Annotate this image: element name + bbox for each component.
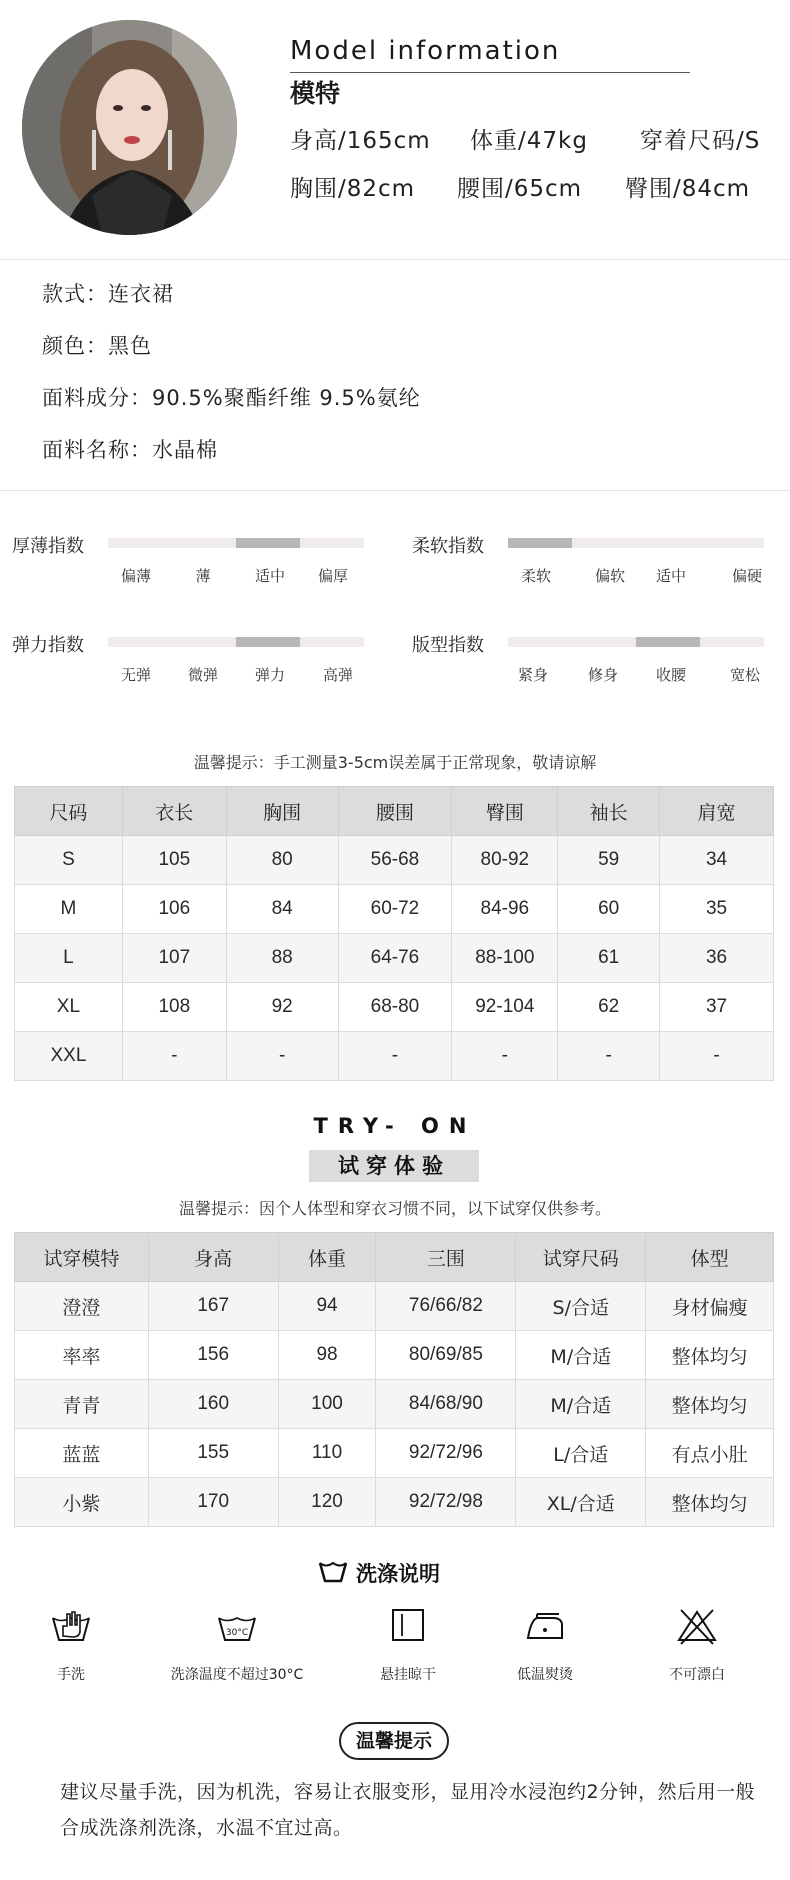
index-thickness-option: 偏薄 <box>120 567 151 585</box>
model-height: 身高/165cm <box>290 128 431 154</box>
tryon-cell: 率率 <box>15 1331 149 1380</box>
size-header-cell: 衣长 <box>122 787 226 836</box>
index-elasticity-option: 弹力 <box>254 666 285 684</box>
hand-wash-icon <box>0 1606 151 1646</box>
index-softness-option: 偏软 <box>594 567 625 585</box>
table-row <box>15 1429 774 1478</box>
tryon-header-cell: 体型 <box>646 1233 774 1282</box>
index-fit-fill <box>636 637 700 647</box>
index-thickness-track <box>108 538 364 548</box>
table-row <box>15 1282 774 1331</box>
table-row <box>15 1478 774 1527</box>
notice-title: 温馨提示 <box>339 1722 449 1760</box>
tryon-cell: 76/66/82 <box>376 1282 516 1331</box>
tryon-cell: 120 <box>278 1478 376 1527</box>
size-cell: 106 <box>122 885 226 934</box>
size-header-cell: 袖长 <box>558 787 660 836</box>
tryon-cell: 94 <box>278 1282 376 1331</box>
size-cell: 59 <box>558 836 660 885</box>
tryon-cell: 整体均匀 <box>646 1380 774 1429</box>
index-softness-option: 偏硬 <box>731 567 762 585</box>
wash-item-hand-wash <box>0 1606 151 1684</box>
divider <box>0 259 790 260</box>
tryon-header-cell: 试穿尺码 <box>516 1233 646 1282</box>
table-row <box>15 1380 774 1429</box>
size-cell: 60-72 <box>338 885 452 934</box>
size-cell: 80 <box>226 836 338 885</box>
divider <box>0 490 790 491</box>
table-row <box>15 1032 774 1081</box>
size-cell: 80-92 <box>452 836 558 885</box>
size-header-cell: 腰围 <box>338 787 452 836</box>
wash-item-no-bleach <box>617 1606 777 1684</box>
hang-dry-icon <box>328 1606 488 1646</box>
no-bleach-icon <box>617 1606 777 1646</box>
size-cell: 62 <box>558 983 660 1032</box>
tryon-cell: 整体均匀 <box>646 1331 774 1380</box>
tryon-cell: 青青 <box>15 1380 149 1429</box>
index-softness-label: 柔软指数 <box>412 536 484 557</box>
index-fit-label: 版型指数 <box>412 635 484 656</box>
size-header-cell: 胸围 <box>226 787 338 836</box>
size-cell: 61 <box>558 934 660 983</box>
size-cell: - <box>660 1032 774 1081</box>
size-header-cell: 肩宽 <box>660 787 774 836</box>
size-cell: - <box>122 1032 226 1081</box>
size-cell: XL <box>15 983 123 1032</box>
index-softness-option: 适中 <box>655 567 686 585</box>
wash-label: 洗涤温度不超过30°C <box>170 1667 304 1683</box>
tryon-table <box>14 1232 774 1527</box>
tryon-cell: 84/68/90 <box>376 1380 516 1429</box>
index-thickness-fill <box>236 538 300 548</box>
size-cell: 60 <box>558 885 660 934</box>
tryon-cell: 澄澄 <box>15 1282 149 1331</box>
tryon-cell: 有点小肚 <box>646 1429 774 1478</box>
size-cell: 84-96 <box>452 885 558 934</box>
tryon-cell: XL/合适 <box>516 1478 646 1527</box>
size-cell: 64-76 <box>338 934 452 983</box>
attr-style: 款式：连衣裙 <box>42 282 174 306</box>
table-row <box>15 885 774 934</box>
size-cell: 88 <box>226 934 338 983</box>
index-elasticity-label: 弹力指数 <box>12 635 84 656</box>
tryon-cell: 160 <box>148 1380 278 1429</box>
size-cell: - <box>558 1032 660 1081</box>
model-title-rule <box>290 72 690 73</box>
table-row <box>15 983 774 1032</box>
model-weight: 体重/47kg <box>470 128 588 154</box>
model-photo <box>22 20 237 235</box>
index-fit-option: 收腰 <box>655 666 686 684</box>
attr-fabric: 面料名称：水晶棉 <box>42 438 218 462</box>
size-cell: L <box>15 934 123 983</box>
tryon-cell: 100 <box>278 1380 376 1429</box>
attr-composition: 面料成分：90.5%聚酯纤维 9.5%氨纶 <box>42 386 421 410</box>
wash-label: 手洗 <box>57 1667 85 1683</box>
size-cell: - <box>452 1032 558 1081</box>
size-header-cell: 臀围 <box>452 787 558 836</box>
size-tip: 温馨提示：手工测量3-5cm误差属于正常现象，敬请谅解 <box>193 753 597 772</box>
index-elasticity-option: 高弹 <box>322 666 353 684</box>
tryon-cell: 整体均匀 <box>646 1478 774 1527</box>
index-elasticity-track <box>108 637 364 647</box>
size-cell: 36 <box>660 934 774 983</box>
index-fit-option: 修身 <box>587 666 618 684</box>
tryon-cell: 110 <box>278 1429 376 1478</box>
wash-30c-icon <box>157 1606 317 1646</box>
tryon-cell: 92/72/98 <box>376 1478 516 1527</box>
wash-basin-icon <box>318 1558 348 1588</box>
table-row <box>15 836 774 885</box>
index-softness-fill <box>508 538 572 548</box>
index-fit-option: 宽松 <box>729 666 760 684</box>
size-cell: 88-100 <box>452 934 558 983</box>
tryon-cell: 小紫 <box>15 1478 149 1527</box>
washing-title <box>318 1556 440 1590</box>
size-cell: - <box>338 1032 452 1081</box>
tryon-table-header <box>15 1233 774 1282</box>
size-table-header <box>15 787 774 836</box>
index-thickness-label: 厚薄指数 <box>12 536 84 557</box>
size-cell: 92 <box>226 983 338 1032</box>
size-cell: 68-80 <box>338 983 452 1032</box>
wash-30c-icon-text: 30°C <box>225 1628 249 1638</box>
tryon-cell: 92/72/96 <box>376 1429 516 1478</box>
index-fit-option: 紧身 <box>517 666 548 684</box>
tryon-cell: 170 <box>148 1478 278 1527</box>
size-table <box>14 786 774 1081</box>
size-cell: - <box>226 1032 338 1081</box>
tryon-cell: 155 <box>148 1429 278 1478</box>
tryon-cell: L/合适 <box>516 1429 646 1478</box>
size-cell: 84 <box>226 885 338 934</box>
size-cell: 108 <box>122 983 226 1032</box>
tryon-header-cell: 身高 <box>148 1233 278 1282</box>
index-softness-option: 柔软 <box>520 567 551 585</box>
size-cell: 107 <box>122 934 226 983</box>
attr-color: 颜色：黑色 <box>42 334 152 358</box>
index-thickness-option: 薄 <box>195 567 211 585</box>
wash-label: 不可漂白 <box>669 1667 725 1683</box>
size-cell: 34 <box>660 836 774 885</box>
index-fit-track <box>508 637 764 647</box>
tryon-cell: 身材偏瘦 <box>646 1282 774 1331</box>
tryon-cell: 80/69/85 <box>376 1331 516 1380</box>
tryon-tip: 温馨提示：因个人体型和穿衣习惯不同，以下试穿仅供参考。 <box>178 1199 611 1218</box>
index-thickness-option: 适中 <box>254 567 285 585</box>
index-thickness-option: 偏厚 <box>317 567 348 585</box>
size-cell: 35 <box>660 885 774 934</box>
tryon-cell: 98 <box>278 1331 376 1380</box>
wash-item-hang-dry <box>328 1606 488 1684</box>
size-cell: 56-68 <box>338 836 452 885</box>
model-title-cn: 模特 <box>290 79 341 108</box>
tryon-cell: 156 <box>148 1331 278 1380</box>
table-row <box>15 934 774 983</box>
wash-label: 悬挂晾干 <box>380 1667 436 1683</box>
table-row <box>15 1331 774 1380</box>
wash-item-low-iron <box>465 1606 625 1684</box>
size-header-cell: 尺码 <box>15 787 123 836</box>
size-cell: 37 <box>660 983 774 1032</box>
size-cell: 105 <box>122 836 226 885</box>
tryon-cell: 蓝蓝 <box>15 1429 149 1478</box>
size-cell: 92-104 <box>452 983 558 1032</box>
tryon-title-cn: 试穿体验 <box>309 1150 479 1182</box>
index-elasticity-option: 微弹 <box>187 666 218 684</box>
index-elasticity-fill <box>236 637 300 647</box>
index-elasticity-option: 无弹 <box>120 666 151 684</box>
model-waist: 腰围/65cm <box>457 176 583 202</box>
wash-item-30c <box>157 1606 317 1684</box>
washing-title-text: 洗涤说明 <box>356 1562 440 1586</box>
model-information-section <box>0 0 790 260</box>
model-bust: 胸围/82cm <box>290 176 416 202</box>
index-softness-track <box>508 538 764 548</box>
tryon-header-cell: 体重 <box>278 1233 376 1282</box>
notice-text: 建议尽量手洗，因为机洗，容易让衣服变形，显用冷水浸泡约2分钟，然后用一般合成洗涤剂洗涤，水温不宜过高。 <box>60 1781 756 1839</box>
wash-label: 低温熨烫 <box>517 1667 573 1683</box>
tryon-cell: S/合适 <box>516 1282 646 1331</box>
size-cell: S <box>15 836 123 885</box>
low-iron-icon <box>465 1606 625 1646</box>
model-title-en: Model information <box>290 36 561 66</box>
tryon-header-cell: 三围 <box>376 1233 516 1282</box>
tryon-cell: M/合适 <box>516 1331 646 1380</box>
size-cell: M <box>15 885 123 934</box>
model-size: 穿着尺码/S <box>640 128 761 154</box>
tryon-cell: 167 <box>148 1282 278 1331</box>
model-hip: 臀围/84cm <box>625 176 751 202</box>
size-cell: XXL <box>15 1032 123 1081</box>
tryon-cell: M/合适 <box>516 1380 646 1429</box>
tryon-header-cell: 试穿模特 <box>15 1233 149 1282</box>
tryon-title-en: TRY- ON <box>313 1114 477 1138</box>
